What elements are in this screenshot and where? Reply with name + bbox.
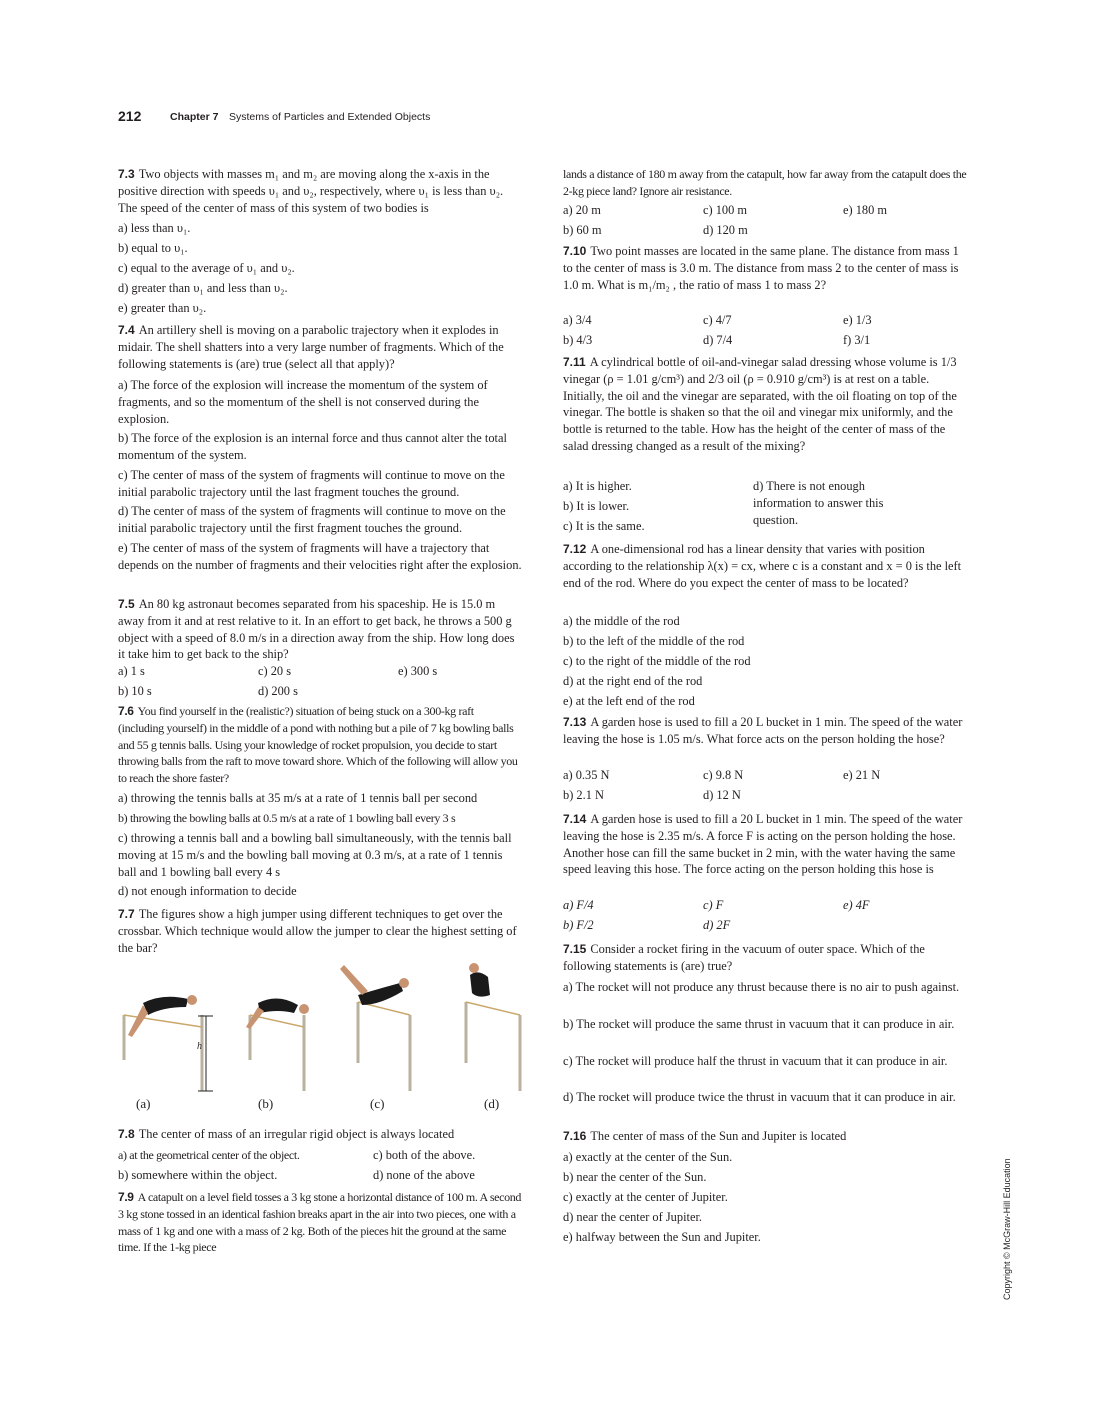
option-e: e) halfway between the Sun and Jupiter. bbox=[563, 1230, 761, 1244]
option-a: a) the middle of the rod bbox=[563, 614, 680, 628]
option-c: c) 9.8 N bbox=[703, 768, 744, 782]
question-text: A one-dimensional rod has a linear density that varies with position according to the relationship λ(x) = cx, where c is a constant and x = 0 is the left end of the rod. Where do you expect the center of mass to be located? bbox=[563, 542, 962, 590]
option-c: c) throwing a tennis ball and a bowling ball simultaneously, with the tennis ball moving at 15 m/s and the bowling ball moving at 0.3 m/s, at a rate of 1 tennis ball and 1 bowling ball every 4 s bbox=[118, 831, 512, 879]
option-d: d) 120 m bbox=[703, 223, 748, 237]
option-d: d) at the right end of the rod bbox=[563, 674, 703, 688]
option-d: d) There is not enough information to answer this question. bbox=[753, 479, 884, 527]
option-c: c) exactly at the center of Jupiter. bbox=[563, 1190, 728, 1204]
option-d: d) near the center of Jupiter. bbox=[563, 1210, 702, 1224]
option-e: e) 300 s bbox=[398, 664, 438, 678]
option-e: e) 4F bbox=[843, 898, 870, 912]
option-d: d) 2F bbox=[703, 918, 731, 932]
question-7-13-stem bbox=[563, 714, 967, 748]
option-d: d) not enough information to decide bbox=[118, 884, 297, 898]
question-7-6-stem bbox=[118, 703, 522, 787]
question-number: 7.5 bbox=[118, 597, 135, 611]
option-c: c) equal to the average of υ₁ and υ₂. bbox=[118, 261, 295, 275]
option-c: c) 100 m bbox=[703, 203, 748, 217]
option-a: a) exactly at the center of the Sun. bbox=[563, 1150, 733, 1164]
question-number: 7.3 bbox=[118, 167, 135, 181]
option-d: d) 12 N bbox=[703, 788, 741, 802]
option-c: c) The center of mass of the system of fragments will continue to move on the initial parabolic trajectory until the last fragment touches the ground. bbox=[118, 468, 505, 499]
question-7-12-stem bbox=[563, 541, 967, 591]
question-number: 7.16 bbox=[563, 1129, 587, 1143]
option-b: b) 2.1 N bbox=[563, 788, 604, 802]
figure-label-b: (b) bbox=[258, 1096, 274, 1111]
option-e: e) at the left end of the rod bbox=[563, 694, 695, 708]
question-7-14-stem bbox=[563, 811, 967, 878]
question-text: An artillery shell is moving on a parabolic trajectory when it explodes in midair. The shell shatters into a very large number of fragments. Which of the following statements is (are) true (select all that apply)? bbox=[118, 323, 504, 371]
option-a: a) throwing the tennis balls at 35 m/s at a rate of 1 tennis ball per second bbox=[118, 791, 478, 805]
question-number: 7.9 bbox=[118, 1190, 134, 1204]
option-c: c) It is the same. bbox=[563, 519, 645, 533]
option-a: a) The rocket will not produce any thrust because there is no air to push against. bbox=[563, 980, 960, 994]
option-e: e) The center of mass of the system of fragments will have a trajectory that depends on the number of fragments and their velocities right after the explosion. bbox=[118, 541, 522, 572]
option-d: d) 7/4 bbox=[703, 333, 733, 347]
question-text: A garden hose is used to fill a 20 L bucket in 1 min. The speed of the water leaving the hose is 1.05 m/s. What force acts on the person holding the hose? bbox=[563, 715, 963, 746]
page-number: 212 bbox=[118, 108, 142, 124]
figure-label-c: (c) bbox=[370, 1096, 385, 1111]
question-7-16-stem bbox=[563, 1128, 967, 1145]
question-7-7-stem bbox=[118, 906, 522, 956]
question-text: The figures show a high jumper using different techniques to get over the crossbar. Which technique would allow the jumper to clear the highest setting of the bar? bbox=[118, 907, 517, 955]
option-b: b) 10 s bbox=[118, 684, 152, 698]
question-text: A cylindrical bottle of oil-and-vinegar salad dressing whose volume is 1/3 vinegar (ρ = 1.01 g/cm³) and 2/3 oil (ρ = 0.910 g/cm³) is at rest on a table. Initially, the oil and the vinegar are separated, with the oil floating on top of the vinegar. The bottle is shaken so that the oil and vinegar mix uniformly, and the bottle is returned to the table. How has the height of the center of mass of the salad dressing changed as a result of the mixing? bbox=[563, 355, 957, 453]
question-7-3-stem bbox=[118, 166, 522, 216]
question-7-9-stem bbox=[118, 1189, 522, 1256]
option-b: b) It is lower. bbox=[563, 499, 630, 513]
option-c: c) both of the above. bbox=[373, 1148, 476, 1162]
question-text: You find yourself in the (realistic?) situation of being stuck on a 300-kg raft (including yourself) in the middle of a pond with nothing but a pile of 7 kg bowling balls and 55 g tennis balls. Using your knowledge of rocket propulsion, you decide to start throwing balls from the raft to move toward shore. Which of the following will allow you to reach the shore faster? bbox=[118, 704, 518, 786]
question-7-15-stem bbox=[563, 941, 967, 975]
height-label: h bbox=[197, 1041, 202, 1052]
question-text: Two point masses are located in the same plane. The distance from mass 1 to the center of mass is 3.0 m. The distance from mass 2 to the center of mass is 1.0 m. What is m₁/m₂ , the ratio of mass 1 to mass 2? bbox=[563, 244, 959, 292]
question-number: 7.11 bbox=[563, 355, 586, 369]
option-a: a) 1 s bbox=[118, 664, 145, 678]
option-c: c) The rocket will produce half the thrust in vacuum that it can produce in air. bbox=[563, 1054, 948, 1068]
question-number: 7.13 bbox=[563, 715, 587, 729]
question-text: The center of mass of an irregular rigid object is always located bbox=[138, 1127, 455, 1141]
question-7-8-stem bbox=[118, 1126, 522, 1143]
question-text: A catapult on a level field tosses a 3 kg stone a horizontal distance of 100 m. A second 3 kg stone tossed in an identical fashion breaks apart in the air into two pieces, one with a mass of 1 kg and one with a mass of 2 kg. Both of the pieces hit the ground at the same time. If the 1-kg piece bbox=[118, 1190, 522, 1255]
option-e: e) 180 m bbox=[843, 203, 888, 217]
option-d: d) The center of mass of the system of fragments will continue to move on the initial parabolic trajectory until the first fragment touches the ground. bbox=[118, 504, 506, 535]
option-a: a) The force of the explosion will increase the momentum of the system of fragments, and so the momentum of the shell is not conserved during the explosion. bbox=[118, 378, 488, 426]
question-7-11-stem bbox=[563, 354, 967, 455]
option-e: e) 1/3 bbox=[843, 313, 872, 327]
option-b: b) F/2 bbox=[563, 918, 594, 932]
option-e: e) 21 N bbox=[843, 768, 881, 782]
question-number: 7.12 bbox=[563, 542, 587, 556]
option-b: b) The rocket will produce the same thrust in vacuum that it can produce in air. bbox=[563, 1017, 955, 1031]
option-b: b) somewhere within the object. bbox=[118, 1168, 278, 1182]
question-7-9-stem-continued: lands a distance of 180 m away from the catapult, how far away from the catapult does the 2-kg piece land? Ignore air resistance. bbox=[563, 167, 967, 198]
chapter-title: Systems of Particles and Extended Objects bbox=[229, 111, 431, 123]
question-number: 7.15 bbox=[563, 942, 587, 956]
question-text: An 80 kg astronaut becomes separated from his spaceship. He is 15.0 m away from it and at rest relative to it. In an effort to get back, he throws a 500 g object with a speed of 8.0 m/s in a direction away from the ship. How long does it take him to get back to the ship? bbox=[118, 597, 515, 662]
question-7-4-stem bbox=[118, 322, 522, 372]
figure-label-a: (a) bbox=[136, 1096, 151, 1111]
jumper-silhouettes bbox=[128, 963, 490, 1037]
question-number: 7.7 bbox=[118, 907, 135, 921]
question-text: Consider a rocket firing in the vacuum of outer space. Which of the following statements is (are) true? bbox=[563, 942, 925, 973]
option-b: b) equal to υ₁. bbox=[118, 241, 188, 255]
option-c: c) 20 s bbox=[258, 664, 292, 678]
option-d: d) 200 s bbox=[258, 684, 298, 698]
question-text: Two objects with masses m₁ and m₂ are moving along the x-axis in the positive direction with speeds υ₁ and υ₂, respectively, where υ₁ is less than υ₂. The speed of the center of mass of this system of two bodies is bbox=[118, 167, 504, 215]
option-c: c) 4/7 bbox=[703, 313, 732, 327]
option-e: e) greater than υ₂. bbox=[118, 301, 207, 315]
option-a: a) less than υ₁. bbox=[118, 221, 191, 235]
option-a: a) F/4 bbox=[563, 898, 594, 912]
option-a: a) 3/4 bbox=[563, 313, 592, 327]
option-a: a) It is higher. bbox=[563, 479, 632, 493]
question-7-5-stem bbox=[118, 596, 522, 663]
option-c: c) to the right of the middle of the rod bbox=[563, 654, 751, 668]
option-d: d) none of the above bbox=[373, 1168, 475, 1182]
question-number: 7.10 bbox=[563, 244, 587, 258]
option-d: d) greater than υ₁ and less than υ₂. bbox=[118, 281, 288, 295]
option-a: a) 20 m bbox=[563, 203, 601, 217]
option-f: f) 3/1 bbox=[843, 333, 871, 347]
option-a: a) at the geometrical center of the object. bbox=[118, 1148, 300, 1162]
option-b: b) to the left of the middle of the rod bbox=[563, 634, 745, 648]
option-d: d) The rocket will produce twice the thrust in vacuum that it can produce in air. bbox=[563, 1090, 956, 1104]
question-7-10-stem bbox=[563, 243, 967, 293]
question-number: 7.8 bbox=[118, 1127, 135, 1141]
option-b: b) 4/3 bbox=[563, 333, 593, 347]
chapter-label: Chapter 7 bbox=[170, 111, 219, 123]
question-number: 7.6 bbox=[118, 704, 134, 718]
copyright-notice: Copyright © McGraw-Hill Education bbox=[1002, 1158, 1012, 1300]
option-b: b) throwing the bowling balls at 0.5 m/s at a rate of 1 bowling ball every 3 s bbox=[118, 811, 456, 825]
question-number: 7.14 bbox=[563, 812, 587, 826]
option-b: b) near the center of the Sun. bbox=[563, 1170, 707, 1184]
option-b: b) The force of the explosion is an internal force and thus cannot alter the total momentum of the system. bbox=[118, 431, 507, 462]
question-number: 7.4 bbox=[118, 323, 135, 337]
figure-label-d: (d) bbox=[484, 1096, 500, 1111]
question-text: The center of mass of the Sun and Jupiter is located bbox=[590, 1129, 847, 1143]
option-c: c) F bbox=[703, 898, 724, 912]
high-jumper-figure bbox=[118, 955, 522, 1115]
question-text: A garden hose is used to fill a 20 L bucket in 1 min. The speed of the water leaving the hose is 2.35 m/s. A force F is acting on the person holding the hose. Another hose can fill the same bucket in 2 min, with the water having the same speed leaving this hose. The force acting on the person holding this hose is bbox=[563, 812, 963, 877]
option-a: a) 0.35 N bbox=[563, 768, 610, 782]
option-b: b) 60 m bbox=[563, 223, 602, 237]
